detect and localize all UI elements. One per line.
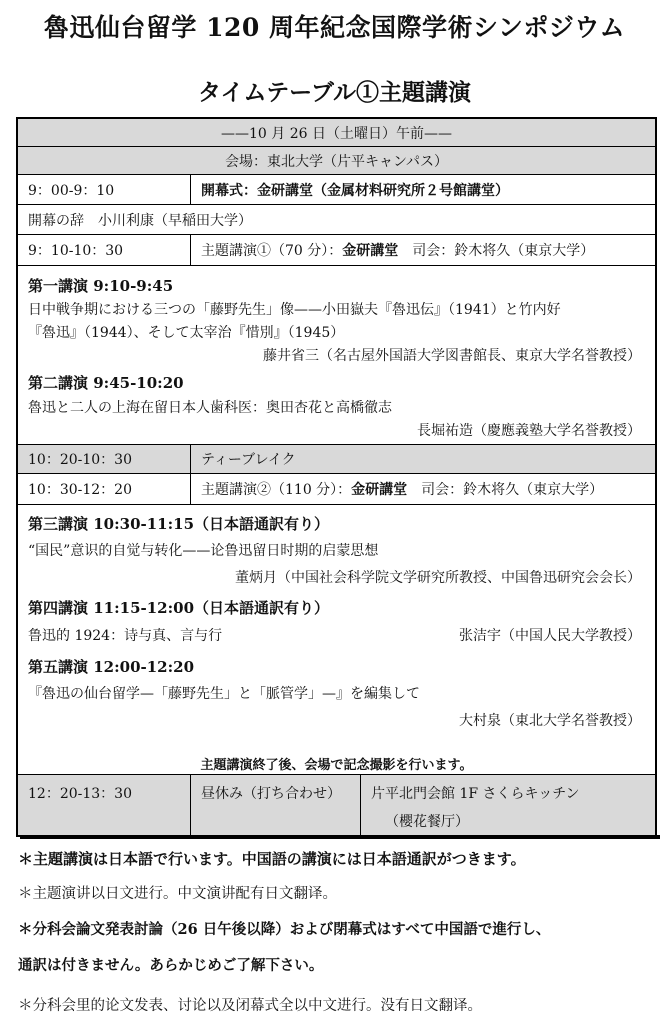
date-header: ——10 月 26 日（土曜日）午前—— [221,125,452,142]
session2-place: 金研講堂 [351,482,408,498]
session1-prefix: 主題講演①（70 分）： [201,243,343,259]
lecture2-speaker: 長堀祐造（慶應義塾大学名誉教授） [417,423,641,439]
break-label: ティーブレイク [190,445,655,473]
opening-speech: 開幕の辞 小川利康（早稲田大学） [28,212,252,229]
lecture4-heading: 第四講演 11:15-12:00（日本語通訳有り） [28,599,330,617]
break-row [18,445,655,474]
lecture1-title-line1: 日中戦争期における三つの「藤野先生」像——小田嶽夫『魯迅伝』（1941）と竹内好 [28,302,561,318]
session2-time: 10：30-12：20 [28,482,132,498]
session1-label [190,235,655,265]
lecture4-speaker: 张洁宇（中国人民大学教授） [459,628,641,644]
lectures-345-block [18,505,655,775]
lunch-place-line2: （櫻花餐厅） [385,814,469,830]
opening-time: 9：00-9：10 [28,182,115,199]
session2-row [18,474,655,505]
lunch-time: 12：20-13：30 [28,786,132,802]
note-5: ＊分科会里的论文发表、讨论以及闭幕式全以中文进行。没有日文翻译。 [18,998,482,1014]
lunch-place [360,775,655,835]
photo-note: 主題講演終了後、会場で記念撮影を行います。 [200,758,473,773]
session1-chair: 司会：鈴木将久（東京大学） [398,243,595,259]
session2-prefix: 主題講演②（110 分）： [201,482,352,498]
venue: 会場：東北大学（片平キャンパス） [224,153,449,170]
lecture4-title: 鲁迅的 1924：诗与真、言与行 [28,628,223,644]
page-title: 魯迅仙台留学 120 周年紀念国際学術シンポジウム [43,13,626,42]
lecture1-title-line2: 『魯迅』（1944）、そして太宰治『惜別』（1945） [28,325,345,341]
note-4: 通訳は付きません。あらかじめご了解下さい。 [18,957,324,974]
break-time: 10：20-10：30 [28,452,132,468]
lecture5-speaker: 大村泉（東北大学名誉教授） [459,713,641,729]
lunch-row [18,775,655,835]
opening-speech-row [18,205,655,235]
lecture1-speaker: 藤井省三（名古屋外国語大学図書館長、東京大学名誉教授） [263,348,641,364]
lecture2-heading: 第二講演 9:45-10:20 [28,374,184,392]
note-2: ＊主题演讲以日文进行。中文演讲配有日文翻译。 [18,886,337,902]
opening-label: 開幕式：金研講堂（金属材料研究所２号館講堂） [190,175,655,204]
lunch-place-line1: 片平北門会館 1F さくらキッチン [371,786,580,802]
session1-time: 9：10-10：30 [28,243,124,259]
session2-chair: 司会：鈴木将久（東京大学） [407,482,604,498]
session1-place: 金研講堂 [342,243,399,259]
venue-row [18,147,655,175]
lunch-label: 昼休み（打ち合わせ） [190,775,360,835]
session2-label [190,474,655,504]
note-3: ＊分科会論文発表討論（26 日午後以降）および閉幕式はすべて中国語で進行し、 [18,921,551,938]
session1-row [18,235,655,266]
lectures-12-block [18,266,655,445]
lecture5-heading: 第五講演 12:00-12:20 [28,658,195,676]
lecture1-heading: 第一講演 9:10-9:45 [28,277,174,295]
page-subtitle: タイムテーブル①主題講演 [197,79,471,106]
opening-row [18,175,655,205]
lecture3-heading: 第三講演 10:30-11:15（日本語通訳有り） [28,515,330,533]
note-1: ＊主題講演は日本語で行います。中国語の講演には日本語通訳がつきます。 [18,850,526,868]
timetable [16,117,657,837]
lecture5-title: 『魯迅の仙台留学—「藤野先生」と「脈管学」—』を編集して [28,686,420,702]
date-header-row [18,119,655,147]
lecture2-title: 魯迅と二人の上海在留日本人歯科医：奥田杏花と高橋徹志 [28,400,392,416]
lecture3-title: “国民”意识的自觉与转化——论鲁迅留日时期的启蒙思想 [28,543,379,559]
lecture3-speaker: 董炳月（中国社会科学院文学研究所教授、中国鲁迅研究会会长） [235,570,641,586]
